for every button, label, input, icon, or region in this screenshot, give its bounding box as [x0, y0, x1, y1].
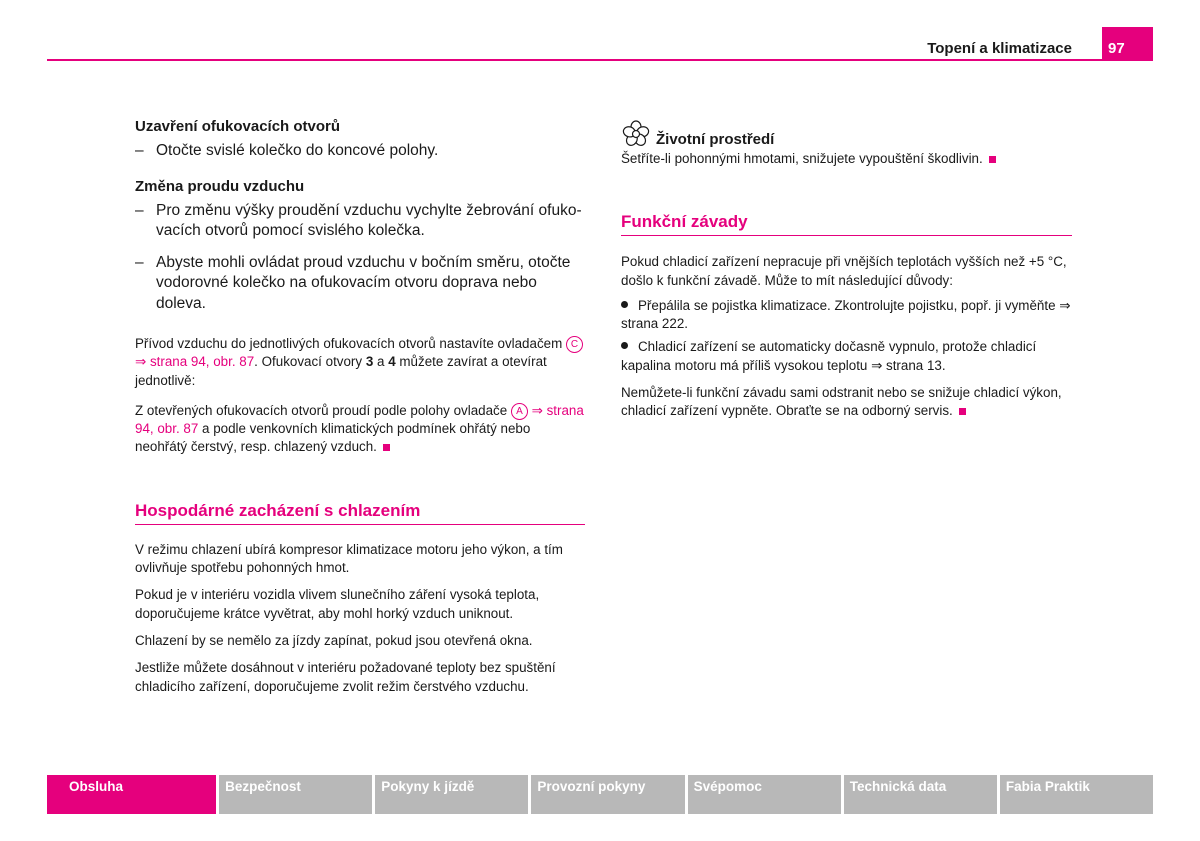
tab-technicka-data[interactable]: Technická data	[844, 775, 997, 814]
text: můžete zavírat a otevírat jednotlivě:	[135, 354, 547, 388]
bullet-text: Chladicí zařízení se automaticky dočasně vypnulo, protože chladicí kapalina motoru má příliš vysokou teplotu ⇒ strana 13.	[621, 339, 1037, 373]
text: . Ofukovací otvory	[254, 354, 363, 370]
page-header-title: Topení a klimatizace	[927, 40, 1072, 57]
text: a	[377, 354, 385, 370]
list-item-text: Abyste mohli ovládat proud vzduchu v bočním směru, otočte vodorovné kolečko na ofukovacím otvoru doprava nebo doleva.	[156, 253, 571, 312]
subheading-airflow-change: Změna proudu vzduchu	[135, 177, 305, 195]
tab-obsluha[interactable]: Obsluha	[47, 775, 216, 814]
text: Nemůžete-li funkční závadu sami odstranit nebo se snižuje chladicí výkon, chladicí zařízení vypněte. Obraťte se na odborný servis.	[621, 385, 1062, 419]
paragraph: Jestliže můžete dosáhnout v interiéru požadované teploty bez spuštění chladicího zařízení, doporučujeme zvolit režim čerstvého vzduchu.	[135, 660, 556, 694]
dash-marker: –	[135, 142, 144, 159]
tab-provozni-pokyny[interactable]: Provozní pokyny	[531, 775, 684, 814]
control-label-a: A	[511, 403, 528, 420]
bullet-item	[621, 338, 1072, 375]
end-of-section-marker	[989, 156, 996, 163]
dash-marker: –	[135, 201, 144, 219]
tab-fabia-praktik[interactable]: Fabia Praktik	[1000, 775, 1153, 814]
text: a podle venkovních klimatických podmínek ohřátý nebo neohřátý čerstvý, resp. chlazený vzduch.	[135, 421, 531, 455]
environment-note-text	[621, 150, 1072, 168]
section-heading-malfunctions: Funkční závady	[621, 212, 1072, 236]
cross-reference-link[interactable]: ⇒ strana 94, obr. 87	[135, 402, 584, 437]
vent-number: 4	[388, 354, 396, 370]
tab-bezpecnost[interactable]: Bezpečnost	[219, 775, 372, 814]
bullet-icon	[621, 342, 628, 349]
text: Šetříte-li pohonnými hmotami, snižujete vypouštění škodlivin.	[621, 151, 983, 166]
right-column	[621, 120, 1072, 421]
text: Z otevřených ofukovacích otvorů proudí podle polohy ovladače	[135, 402, 508, 418]
vent-number: 3	[365, 354, 374, 370]
end-of-section-marker	[383, 444, 390, 451]
tab-pokyny-k-jizde[interactable]: Pokyny k jízdě	[375, 775, 528, 814]
bullet-icon	[621, 301, 628, 308]
section-heading-economical-cooling: Hospodárné zacházení s chlazením	[135, 501, 585, 525]
paragraph: Pokud chladicí zařízení nepracuje při vnějších teplotách vyšších než +5 °C, došlo k funkční závadě. Může to mít následující důvody:	[621, 254, 1067, 288]
header-rule	[47, 59, 1153, 61]
environment-note-title: Životní prostředí	[656, 131, 775, 148]
paragraph: Chlazení by se nemělo za jízdy zapínat, pokud jsou otevřená okna.	[135, 632, 533, 648]
paragraph-open-vents	[135, 402, 585, 457]
control-label-c: C	[566, 336, 583, 353]
subheading-closing-vents: Uzavření ofukovacích otvorů	[135, 118, 341, 135]
bullet-text: Přepálila se pojistka klimatizace. Zkontrolujte pojistku, popř. ji vyměňte ⇒ strana 222.	[621, 297, 1071, 332]
left-column	[135, 118, 585, 696]
list-item-text: Otočte svislé kolečko do koncové polohy.	[156, 142, 439, 159]
tab-svepomoc[interactable]: Svépomoc	[688, 775, 841, 814]
chapter-tabs	[47, 775, 1153, 814]
paragraph	[621, 384, 1072, 421]
list-item	[135, 141, 585, 162]
paragraph: V režimu chlazení ubírá kompresor klimatizace motoru jeho výkon, a tím ovlivňuje spotřebu pohonných hmot.	[135, 541, 563, 576]
dash-marker: –	[135, 253, 144, 271]
cross-reference-link[interactable]: ⇒ strana 94, obr. 87	[135, 354, 255, 370]
list-item	[135, 201, 585, 242]
text: Přívod vzduchu do jednotlivých ofukovacích otvorů nastavíte ovladačem	[135, 336, 563, 351]
paragraph: Pokud je v interiéru vozidla vlivem slunečního záření vysoká teplota, doporučujeme krátce vyvětrat, aby mohl horký vzduch uniknout.	[135, 587, 540, 621]
bullet-item	[621, 297, 1072, 334]
list-item	[135, 253, 585, 315]
paragraph-air-supply	[135, 335, 585, 390]
flower-icon	[621, 120, 651, 148]
end-of-section-marker	[959, 408, 966, 415]
list-item-text: Pro změnu výšky proudění vzduchu vychylte žebrování ofuko-vacích otvorů pomocí svislého kolečka.	[156, 201, 582, 239]
environment-note-header	[621, 120, 1072, 148]
page-number: 97	[1102, 27, 1153, 60]
